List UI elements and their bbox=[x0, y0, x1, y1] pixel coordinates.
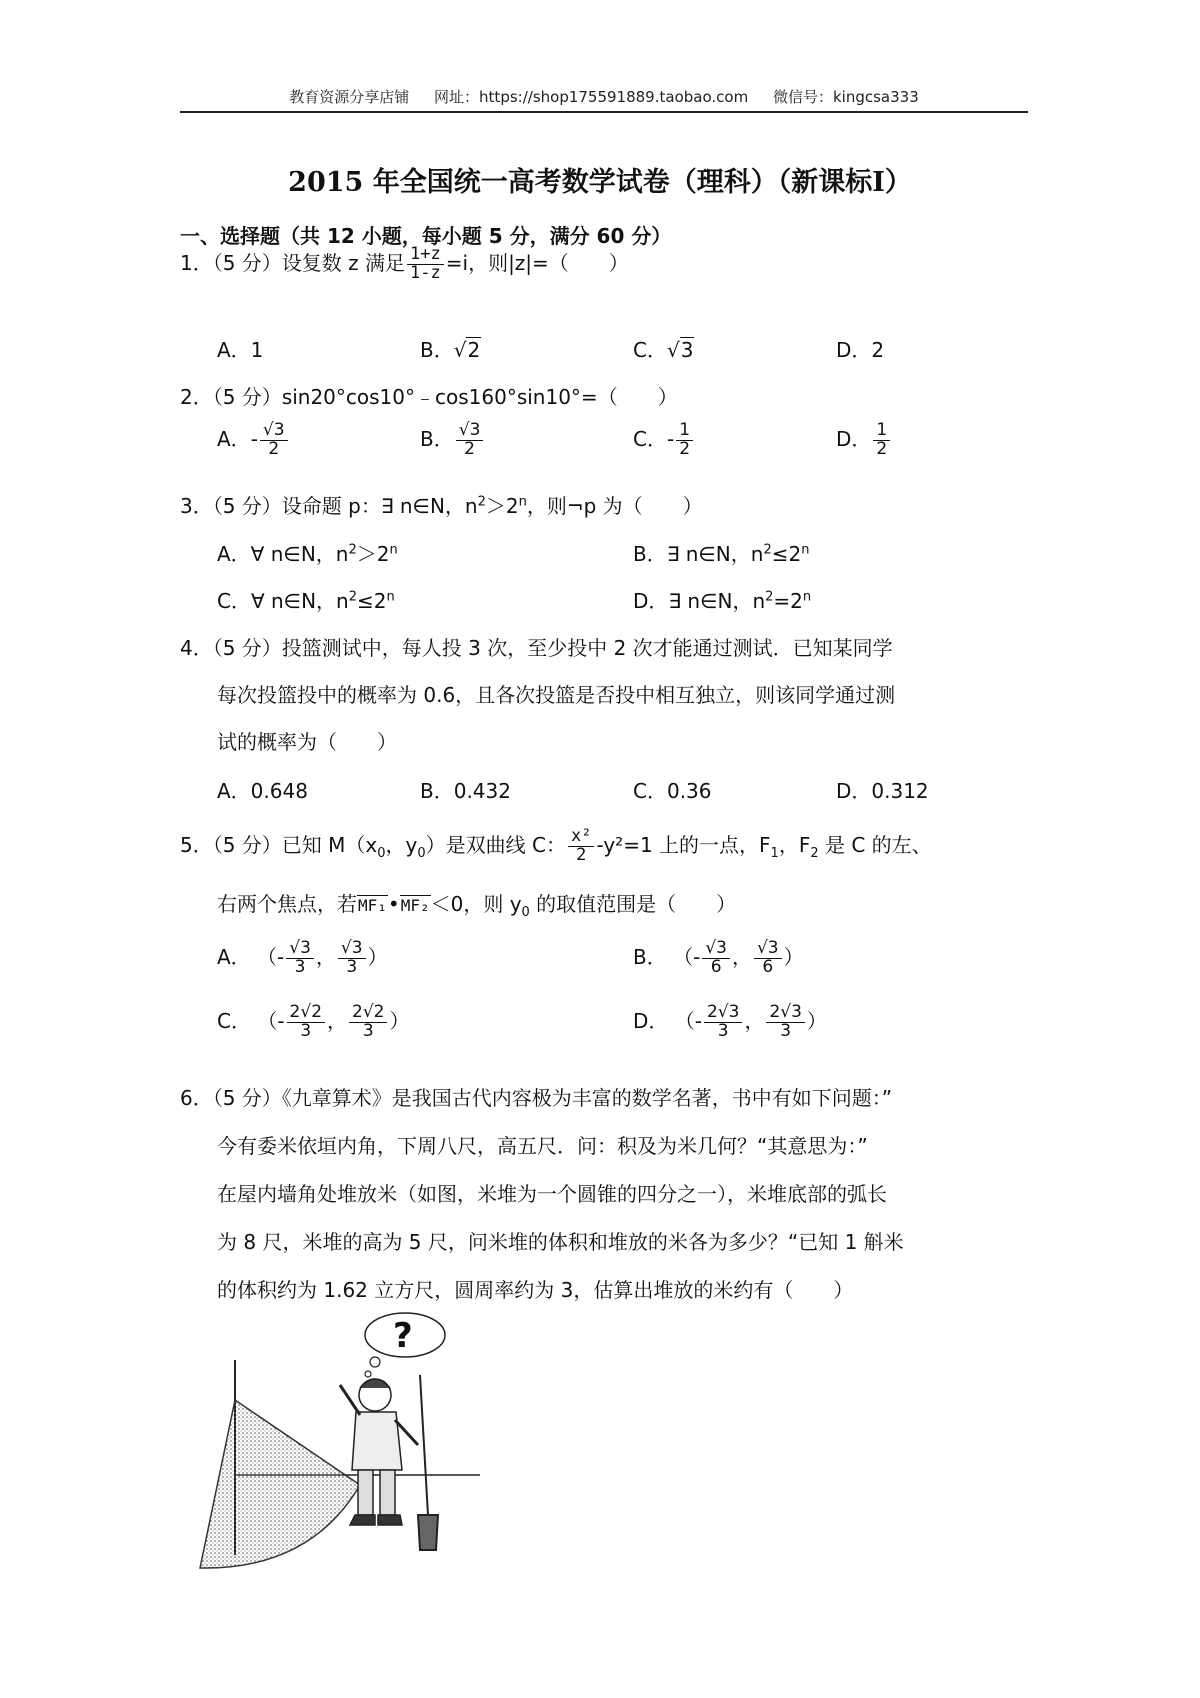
option-label: B． bbox=[420, 426, 454, 451]
subscript: 0 bbox=[521, 905, 530, 920]
q2-option-b[interactable] bbox=[420, 422, 485, 459]
comma: ， bbox=[744, 1008, 765, 1033]
fraction-numerator: √3 bbox=[260, 422, 288, 441]
exponent: 2 bbox=[348, 589, 358, 605]
fraction bbox=[287, 1004, 325, 1041]
fraction bbox=[873, 422, 890, 459]
option-label: C． bbox=[217, 1008, 251, 1033]
fraction-numerator: √3 bbox=[754, 940, 782, 959]
fraction-numerator: x² bbox=[568, 828, 594, 847]
question-mark: ? bbox=[393, 1316, 413, 1356]
exponent: n bbox=[518, 494, 527, 510]
option-label: C．∀ n∈N，n bbox=[217, 589, 349, 613]
q1-option-d[interactable]: D．2 bbox=[836, 338, 885, 362]
fraction bbox=[286, 940, 314, 977]
subscript: 0 bbox=[417, 845, 426, 861]
fraction bbox=[704, 1004, 742, 1041]
option-label: C． bbox=[633, 426, 667, 451]
fraction-denominator: 6 bbox=[710, 956, 722, 977]
text: ）是双曲线 C： bbox=[425, 832, 566, 857]
text: 的取值范围是（ ） bbox=[529, 892, 737, 916]
comma: ， bbox=[731, 944, 752, 969]
rice-pile-figure bbox=[190, 1300, 490, 1590]
fraction bbox=[260, 422, 288, 459]
text: -y²=1 上的一点，F bbox=[596, 832, 771, 857]
fraction bbox=[568, 828, 594, 865]
text: ＜0，则 y bbox=[430, 892, 522, 916]
comma: ， bbox=[327, 1008, 348, 1033]
fraction-denominator: 6 bbox=[762, 956, 774, 977]
question-1-text: 1．（5 分）设复数 z 满足 bbox=[180, 250, 406, 275]
page-header bbox=[180, 86, 1028, 107]
fraction bbox=[407, 246, 444, 283]
question-5-line-1 bbox=[180, 828, 932, 865]
fraction-denominator: 2 bbox=[679, 438, 691, 459]
minus-sign: - bbox=[250, 426, 258, 451]
exponent: 2 bbox=[348, 542, 357, 558]
shop-url[interactable]: 网址：https://shop175591889.taobao.com bbox=[434, 88, 749, 106]
shovel-icon bbox=[418, 1375, 438, 1550]
option-relation: ＞2 bbox=[356, 542, 390, 566]
radicand: 2 bbox=[467, 338, 481, 362]
radicand: 3 bbox=[680, 338, 694, 362]
q1-option-a[interactable]: A．1 bbox=[217, 338, 264, 362]
fraction-denominator: 3 bbox=[780, 1020, 792, 1041]
option-relation: =2 bbox=[773, 589, 803, 613]
vector-mf2: MF₂ bbox=[400, 896, 430, 915]
question-6-line-1: 6．（5 分）《九章算术》是我国古代内容极为丰富的数学名著，书中有如下问题：” bbox=[180, 1086, 893, 1110]
fraction-denominator: 2 bbox=[268, 438, 280, 459]
question-5-line-2 bbox=[217, 888, 736, 920]
q5-option-d[interactable] bbox=[633, 1004, 827, 1041]
fraction-denominator: 3 bbox=[362, 1020, 374, 1041]
subscript: 2 bbox=[810, 845, 819, 861]
comma: ， bbox=[315, 944, 336, 969]
open-paren: （- bbox=[257, 1008, 285, 1033]
question-6-line-3: 在屋内墙角处堆放米（如图，米堆为一个圆锥的四分之一），米堆底部的弧长 bbox=[217, 1182, 887, 1206]
q5-option-b[interactable] bbox=[633, 940, 804, 977]
fraction-numerator: 1 bbox=[873, 422, 890, 441]
option-label: D．∃ n∈N，n bbox=[633, 589, 766, 613]
open-paren: （- bbox=[257, 944, 285, 969]
fraction-numerator: √3 bbox=[456, 422, 484, 441]
q4-option-d[interactable]: D．0.312 bbox=[836, 779, 929, 803]
close-paren: ） bbox=[389, 1008, 410, 1033]
exponent: n bbox=[801, 542, 810, 558]
subscript: 0 bbox=[377, 845, 386, 861]
exponent: n bbox=[802, 589, 812, 605]
fraction bbox=[349, 1004, 387, 1041]
text: 右两个焦点，若 bbox=[217, 892, 357, 916]
fraction-numerator: 1+z bbox=[407, 246, 444, 265]
subscript: 1 bbox=[770, 845, 779, 861]
fraction-numerator: √3 bbox=[338, 940, 366, 959]
fraction-numerator: √3 bbox=[286, 940, 314, 959]
question-4-line-1: 4．（5 分）投篮测试中，每人投 3 次，至少投中 2 次才能通过测试．已知某同学 bbox=[180, 636, 893, 660]
fraction bbox=[456, 422, 484, 459]
question-1 bbox=[180, 246, 629, 283]
question-2: 2．（5 分）sin20°cos10°﹣cos160°sin10°=（ ） bbox=[180, 385, 678, 409]
page-title: 2015 年全国统一高考数学试卷（理科）（新课标Ⅰ） bbox=[288, 167, 912, 198]
q4-option-c[interactable]: C．0.36 bbox=[633, 779, 712, 803]
q3-option-c[interactable] bbox=[217, 585, 395, 614]
option-label: A． bbox=[217, 426, 251, 451]
fraction-denominator: 2 bbox=[876, 438, 888, 459]
option-label: D． bbox=[836, 426, 872, 451]
fraction bbox=[338, 940, 366, 977]
minus-sign: - bbox=[666, 426, 675, 451]
q1-option-b[interactable] bbox=[420, 334, 481, 363]
option-label: A． bbox=[217, 944, 251, 969]
question-3-suffix: ，则¬p 为（ ） bbox=[526, 494, 703, 518]
sqrt-expression: √3 bbox=[666, 338, 694, 362]
text: 5．（5 分）已知 M（x bbox=[180, 832, 378, 857]
option-relation: ≤2 bbox=[357, 589, 387, 613]
q3-option-a[interactable] bbox=[217, 538, 398, 567]
fraction-denominator: 3 bbox=[346, 956, 358, 977]
open-paren: （- bbox=[674, 1008, 702, 1033]
question-3-text: 3．（5 分）设命题 p：∃ n∈N，n bbox=[180, 494, 478, 518]
fraction bbox=[766, 1004, 804, 1041]
text: 是 C 的左、 bbox=[818, 832, 932, 857]
question-3 bbox=[180, 490, 703, 519]
q2-option-d[interactable] bbox=[836, 422, 892, 459]
exponent: n bbox=[386, 589, 395, 605]
exponent: 2 bbox=[763, 542, 772, 558]
fraction-numerator: 2√3 bbox=[704, 1004, 742, 1023]
q4-option-b[interactable]: B．0.432 bbox=[420, 779, 511, 803]
close-paren: ） bbox=[367, 944, 388, 969]
option-label: B． bbox=[633, 944, 667, 969]
close-paren: ） bbox=[806, 1008, 827, 1033]
vector-mf1: MF₁ bbox=[358, 896, 387, 915]
fraction-numerator: 2√3 bbox=[766, 1004, 804, 1023]
q2-option-a[interactable] bbox=[217, 422, 290, 459]
header-divider bbox=[180, 111, 1028, 113]
fraction bbox=[754, 940, 782, 977]
fraction-numerator: 2√2 bbox=[349, 1004, 387, 1023]
text: ，y bbox=[385, 832, 418, 857]
fraction-numerator: 2√2 bbox=[287, 1004, 325, 1023]
fraction bbox=[702, 940, 730, 977]
fraction-numerator: √3 bbox=[702, 940, 730, 959]
option-label: A．∀ n∈N，n bbox=[217, 542, 349, 566]
fraction-denominator: 1-z bbox=[410, 262, 441, 283]
text: ，F bbox=[778, 832, 811, 857]
question-6-line-4: 为 8 尺，米堆的高为 5 尺，问米堆的体积和堆放的米各为多少？“已知 1 斛米 bbox=[217, 1230, 904, 1254]
q5-option-a[interactable] bbox=[217, 940, 388, 977]
option-relation: ≤2 bbox=[771, 542, 802, 566]
option-label: B．∃ n∈N，n bbox=[633, 542, 764, 566]
fraction-denominator: 2 bbox=[576, 844, 587, 865]
shop-name: 教育资源分享店铺 bbox=[289, 88, 410, 106]
q5-option-c[interactable] bbox=[217, 1004, 409, 1041]
close-paren: ） bbox=[783, 944, 804, 969]
person-icon bbox=[340, 1379, 418, 1525]
option-label: D． bbox=[633, 1008, 669, 1033]
question-1-suffix: =i，则|z|=（ ） bbox=[445, 250, 629, 275]
dot-operator: • bbox=[387, 892, 400, 916]
fraction-denominator: 3 bbox=[717, 1020, 729, 1041]
exponent: 2 bbox=[477, 494, 486, 510]
fraction-denominator: 3 bbox=[300, 1020, 312, 1041]
q3-option-d[interactable] bbox=[633, 585, 811, 614]
question-3-relation: ＞2 bbox=[485, 494, 519, 518]
exponent: 2 bbox=[765, 589, 774, 605]
thought-bubble-icon bbox=[365, 1313, 445, 1377]
fraction-denominator: 2 bbox=[464, 438, 475, 459]
wechat-id: 微信号：kingcsa333 bbox=[772, 88, 919, 106]
option-label: B． bbox=[420, 338, 454, 362]
q1-option-c[interactable] bbox=[633, 334, 694, 363]
section-heading: 一、选择题（共 12 小题，每小题 5 分，满分 60 分） bbox=[180, 224, 672, 248]
q3-option-b[interactable] bbox=[633, 538, 809, 567]
open-paren: （- bbox=[673, 944, 701, 969]
fraction bbox=[676, 422, 693, 459]
question-4-line-3: 试的概率为（ ） bbox=[217, 730, 397, 754]
question-6-line-2: 今有委米依垣内角，下周八尺，高五尺．问：积及为米几何？“其意思为：” bbox=[217, 1134, 868, 1158]
cone-shape bbox=[200, 1400, 360, 1568]
question-4-line-2: 每次投篮投中的概率为 0.6，且各次投篮是否投中相互独立，则该同学通过测 bbox=[217, 683, 896, 707]
q2-option-c[interactable] bbox=[633, 422, 695, 459]
exponent: n bbox=[389, 542, 398, 558]
q4-option-a[interactable]: A．0.648 bbox=[217, 779, 308, 803]
sqrt-expression: √2 bbox=[453, 338, 481, 362]
fraction-denominator: 3 bbox=[294, 956, 306, 977]
fraction-numerator: 1 bbox=[676, 422, 693, 441]
question-6-line-5: 的体积约为 1.62 立方尺，圆周率约为 3，估算出堆放的米约有（ ） bbox=[217, 1278, 854, 1302]
option-label: C． bbox=[633, 338, 667, 362]
